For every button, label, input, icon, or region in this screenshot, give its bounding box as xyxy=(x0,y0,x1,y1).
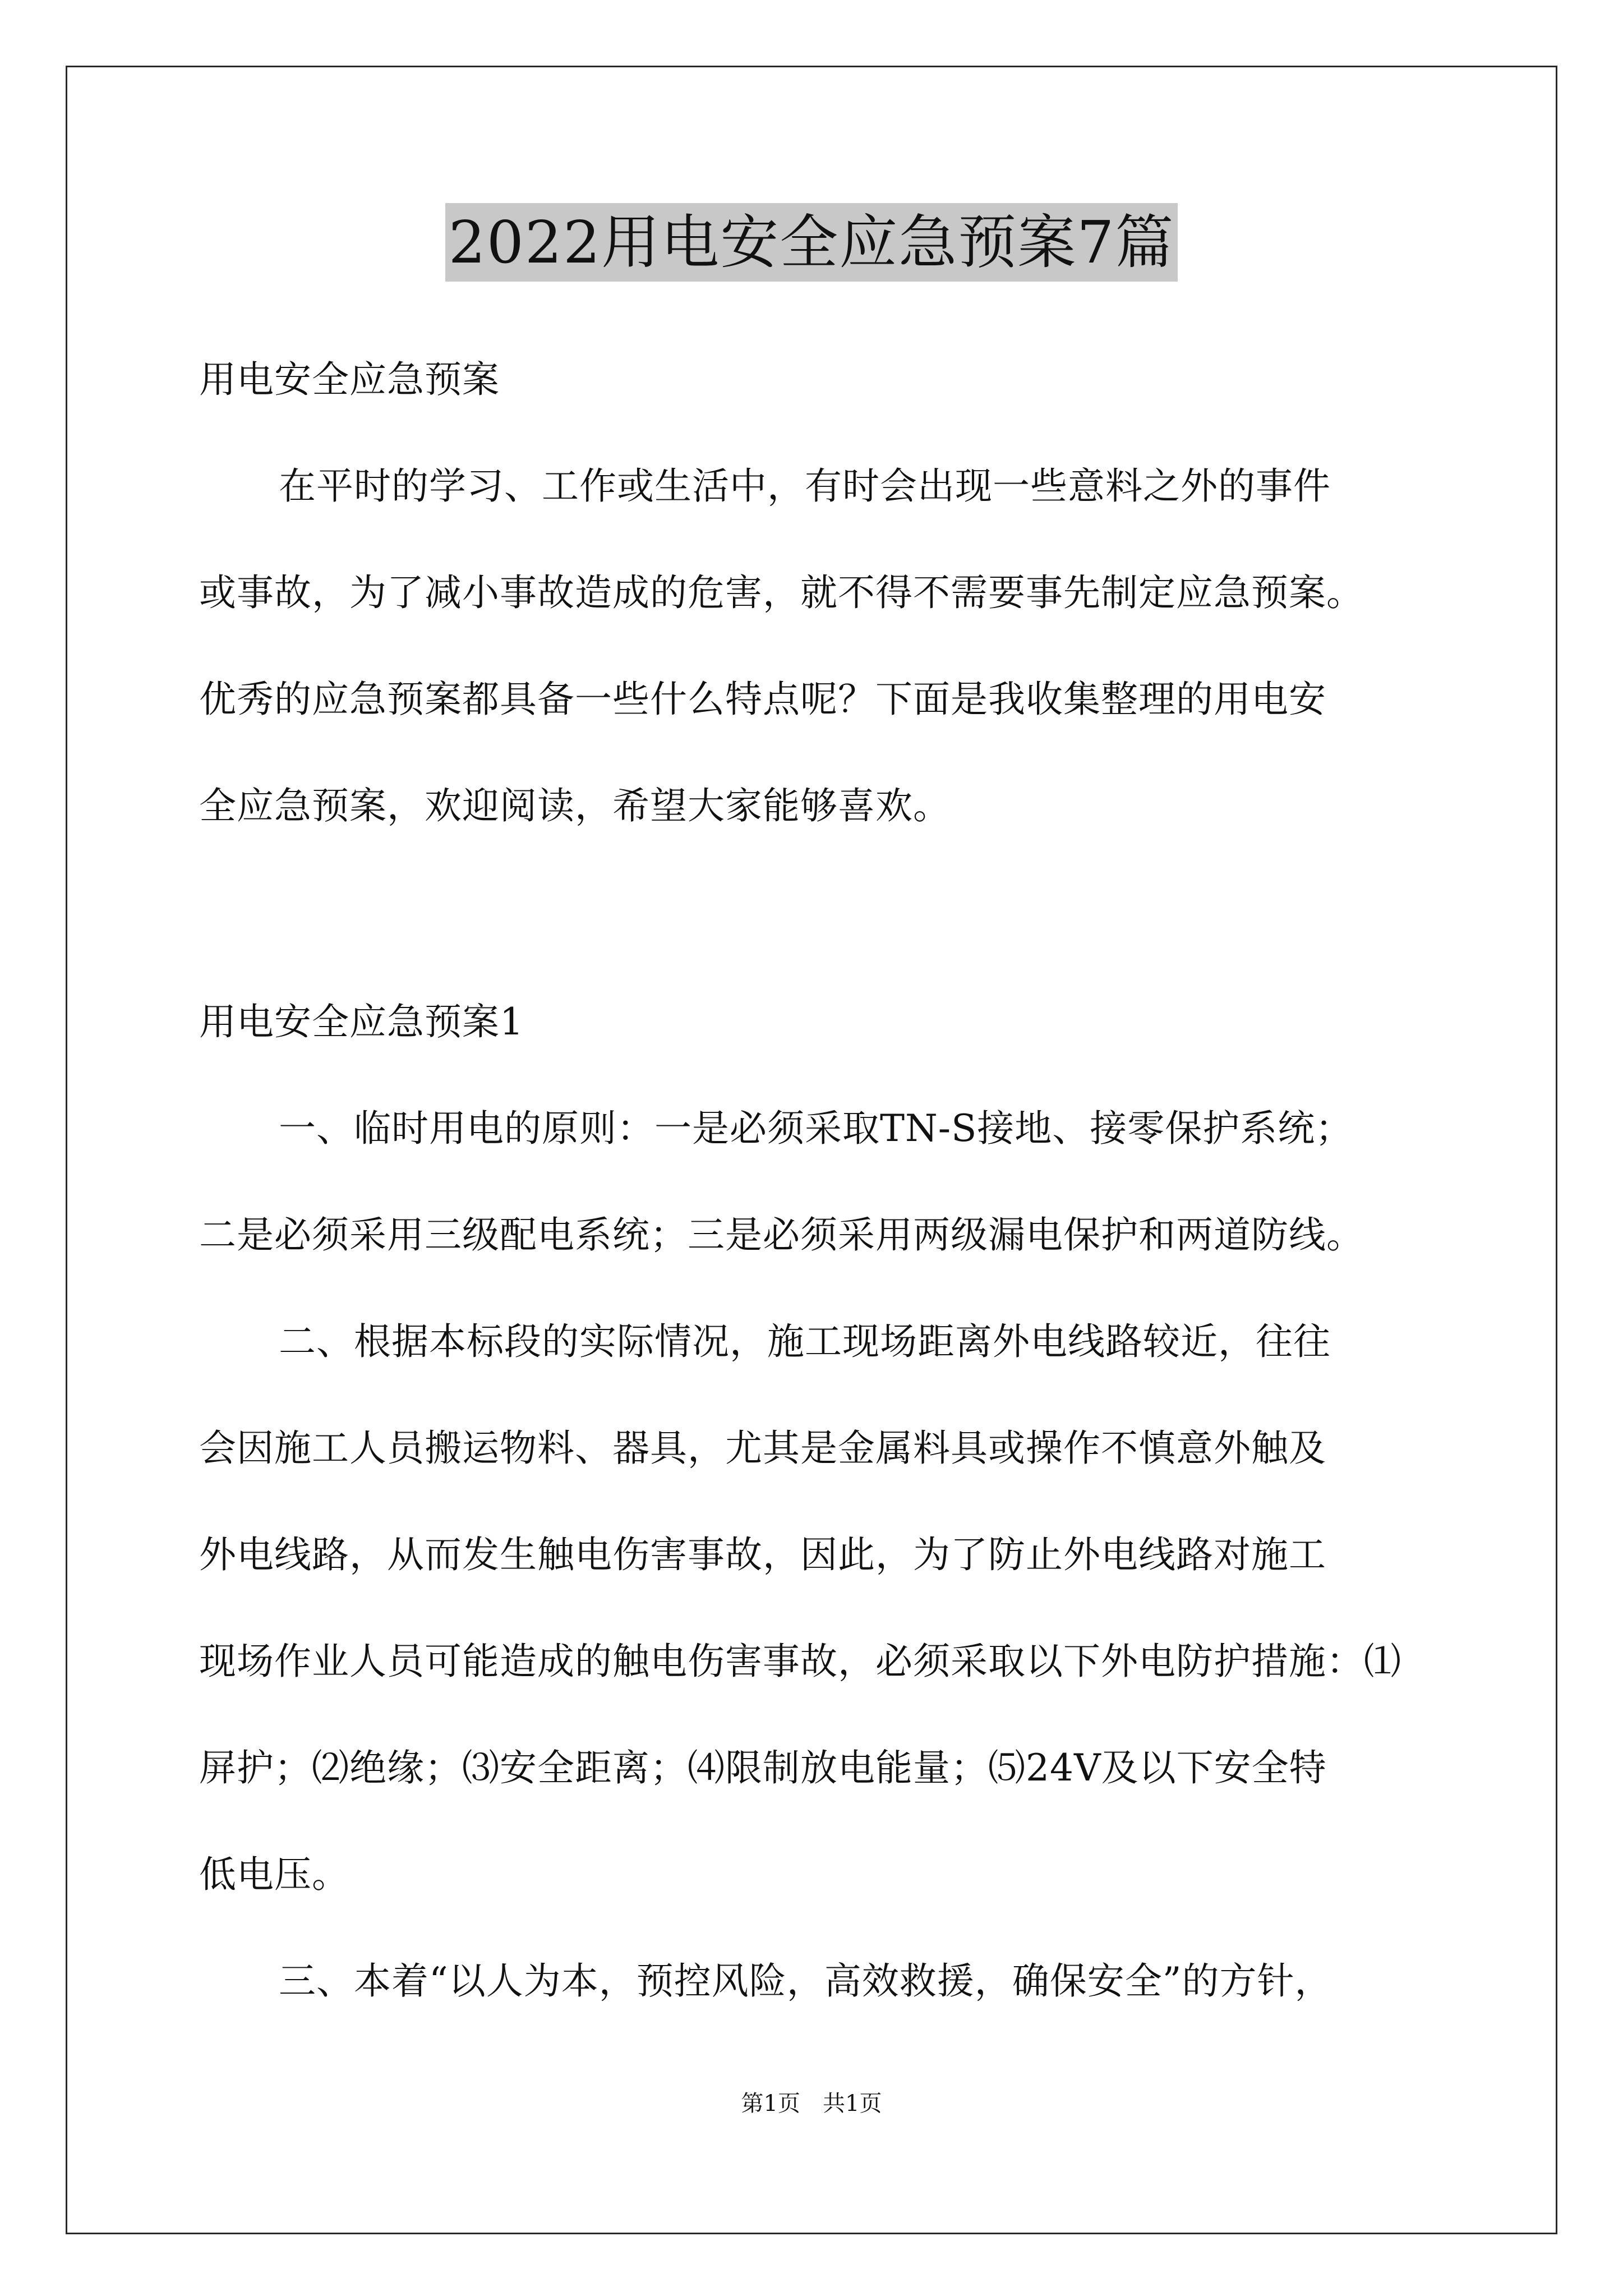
section-line-9: 三、本着“以人为本，预控风险，高效救援，确保安全”的方针， xyxy=(279,1959,1332,2003)
intro-heading: 用电安全应急预案 xyxy=(199,358,500,401)
intro-line-1: 在平时的学习、工作或生活中，有时会出现一些意料之外的事件 xyxy=(279,464,1331,508)
intro-line-4: 全应急预案，欢迎阅读，希望大家能够喜欢。 xyxy=(199,784,951,827)
section-line-1: 一、临时用电的原则：一是必须采取TN-S接地、接零保护系统； xyxy=(279,1107,1353,1150)
section-heading: 用电安全应急预案1 xyxy=(199,1000,524,1043)
section-line-8: 低电压。 xyxy=(199,1853,349,1896)
section-line-7: 屏护；⑵绝缘；⑶安全距离；⑷限制放电能量；⑸24V及以下安全特 xyxy=(199,1746,1327,1789)
section-line-5: 外电线路，从而发生触电伤害事故，因此，为了防止外电线路对施工 xyxy=(199,1533,1326,1576)
document-title: 2022用电安全应急预案7篇 xyxy=(445,203,1178,282)
page-footer: 第1页 共1页 xyxy=(741,2091,882,2116)
title-container xyxy=(0,203,1623,282)
section-line-4: 会因施工人员搬运物料、器具，尤其是金属料具或操作不慎意外触及 xyxy=(199,1427,1326,1470)
section-line-2: 二是必须采用三级配电系统；三是必须采用两级漏电保护和两道防线。 xyxy=(199,1213,1364,1257)
section-line-3: 二、根据本标段的实际情况，施工现场距离外电线路较近，往往 xyxy=(279,1320,1331,1363)
intro-line-2: 或事故，为了减小事故造成的危害，就不得不需要事先制定应急预案。 xyxy=(199,571,1364,614)
intro-line-3: 优秀的应急预案都具备一些什么特点呢？下面是我收集整理的用电安 xyxy=(199,678,1326,721)
section-line-6: 现场作业人员可能造成的触电伤害事故，必须采取以下外电防护措施：⑴ xyxy=(199,1640,1401,1683)
